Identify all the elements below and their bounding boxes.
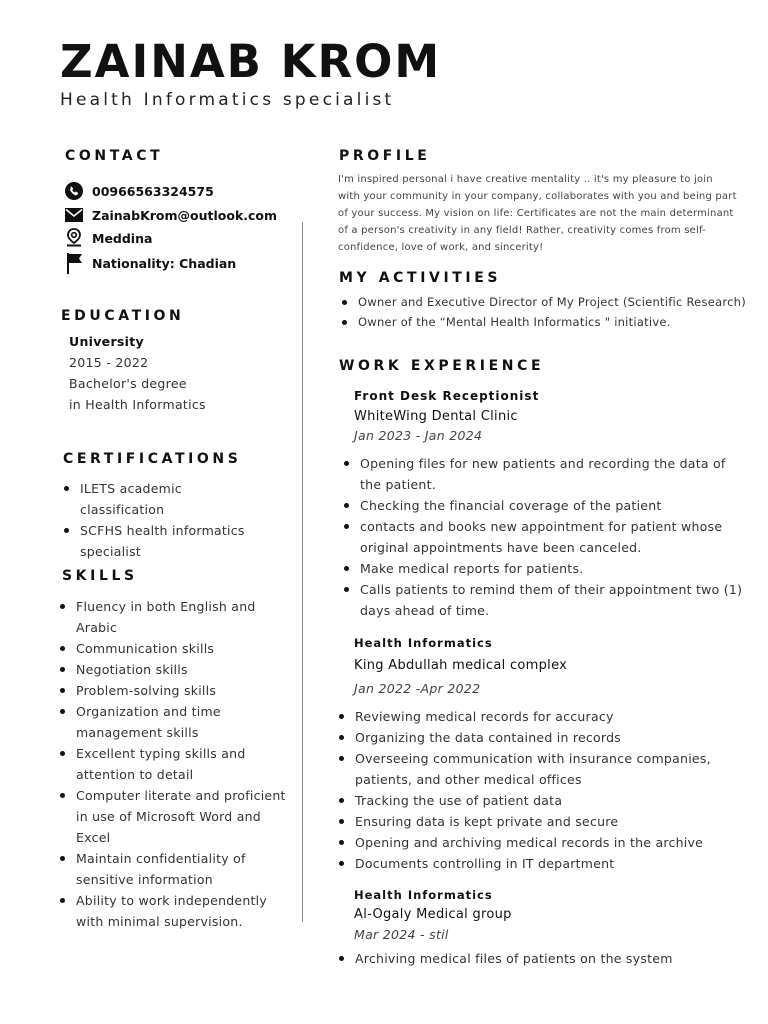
job-2-title: Health Informatics xyxy=(354,636,493,650)
list-item: Tracking the use of patient data xyxy=(333,790,743,811)
job-title-headline: Health Informatics specialist xyxy=(60,90,395,110)
list-item: Opening files for new patients and recording the data of the patient. xyxy=(338,453,748,495)
job-3-dates: Mar 2024 - stil xyxy=(354,927,449,942)
education-years: 2015 - 2022 xyxy=(69,355,149,370)
contact-nationality xyxy=(64,253,236,273)
contact-heading: CONTACT xyxy=(65,148,164,164)
job-3-org: Al-Ogaly Medical group xyxy=(354,907,512,922)
job-1-title: Front Desk Receptionist xyxy=(354,389,540,403)
list-item: Make medical reports for patients. xyxy=(338,558,748,579)
flag-icon xyxy=(64,253,84,273)
envelope-icon xyxy=(64,205,84,225)
map-pin-icon xyxy=(64,228,84,248)
education-heading: EDUCATION xyxy=(61,308,185,324)
activities-list xyxy=(336,292,746,332)
work-heading: WORK EXPERIENCE xyxy=(339,358,545,374)
education-degree: Bachelor's degree xyxy=(69,376,187,391)
list-item: Organizing the data contained in records xyxy=(333,727,743,748)
job-2-org: King Abdullah medical complex xyxy=(354,658,568,673)
job-2-dates: Jan 2022 -Apr 2022 xyxy=(354,681,481,696)
column-divider xyxy=(302,222,303,922)
skills-list xyxy=(54,596,292,932)
profile-heading: PROFILE xyxy=(339,148,431,164)
list-item: Opening and archiving medical records in the archive xyxy=(333,832,743,853)
skills-heading: SKILLS xyxy=(62,568,138,584)
location-text: Meddina xyxy=(92,230,153,246)
list-item: Overseeing communication with insurance companies, patients, and other medical offices xyxy=(333,748,743,790)
job-3-title: Health Informatics xyxy=(354,888,493,902)
list-item: Ensuring data is kept private and secure xyxy=(333,811,743,832)
education-school: University xyxy=(69,334,144,349)
job-1-org: WhiteWing Dental Clinic xyxy=(354,409,518,424)
list-item: Communication skills xyxy=(54,638,292,659)
email-address[interactable]: ZainabKrom@outlook.com xyxy=(92,207,278,223)
job-1-dates: Jan 2023 - Jan 2024 xyxy=(354,428,483,443)
list-item: Maintain confidentiality of sensitive information xyxy=(54,848,292,890)
phone-icon xyxy=(64,181,84,201)
certifications-list xyxy=(58,478,258,562)
list-item: Fluency in both English and Arabic xyxy=(54,596,292,638)
contact-email xyxy=(64,205,277,225)
list-item: SCFHS health informatics specialist xyxy=(58,520,258,562)
list-item: Checking the financial coverage of the patient xyxy=(338,495,748,516)
job-3-duties xyxy=(333,948,743,969)
list-item: Negotiation skills xyxy=(54,659,292,680)
list-item: Excellent typing skills and attention to detail xyxy=(54,743,292,785)
list-item: Computer literate and proficient in use of Microsoft Word and Excel xyxy=(54,785,292,848)
contact-location xyxy=(64,228,152,248)
candidate-name: ZAINAB KROM xyxy=(60,35,442,88)
list-item: Owner of the “Mental Health Informatics " initiative. xyxy=(336,312,746,332)
list-item: Organization and time management skills xyxy=(54,701,292,743)
contact-phone xyxy=(64,181,214,201)
list-item: Ability to work independently with minimal supervision. xyxy=(54,890,292,932)
list-item: Reviewing medical records for accuracy xyxy=(333,706,743,727)
phone-number[interactable]: 00966563324575 xyxy=(92,183,214,199)
job-2-duties xyxy=(333,706,743,874)
activities-heading: MY ACTIVITIES xyxy=(339,270,502,286)
education-field: in Health Informatics xyxy=(69,397,206,412)
profile-text: I'm inspired personal i have creative mentality .. it's my pleasure to join with your community in your company, collaborates with you and being part of your success. My vision on life: Certificates are not the main determinant of a person's creativity in any field! Rather, creativity comes from self-confidence, love of work, and sincerity! xyxy=(338,174,737,253)
list-item: Problem-solving skills xyxy=(54,680,292,701)
list-item: Archiving medical files of patients on the system xyxy=(333,948,743,969)
list-item: Calls patients to remind them of their appointment two (1) days ahead of time. xyxy=(338,579,748,621)
list-item: Documents controlling in IT department xyxy=(333,853,743,874)
list-item: Owner and Executive Director of My Project (Scientific Research) xyxy=(336,292,746,312)
job-1-duties xyxy=(338,453,748,621)
list-item: contacts and books new appointment for patient whose original appointments have been canceled. xyxy=(338,516,748,558)
list-item: ILETS academic classification xyxy=(58,478,258,520)
nationality-text: Nationality: Chadian xyxy=(92,255,237,271)
certifications-heading: CERTIFICATIONS xyxy=(63,451,242,467)
